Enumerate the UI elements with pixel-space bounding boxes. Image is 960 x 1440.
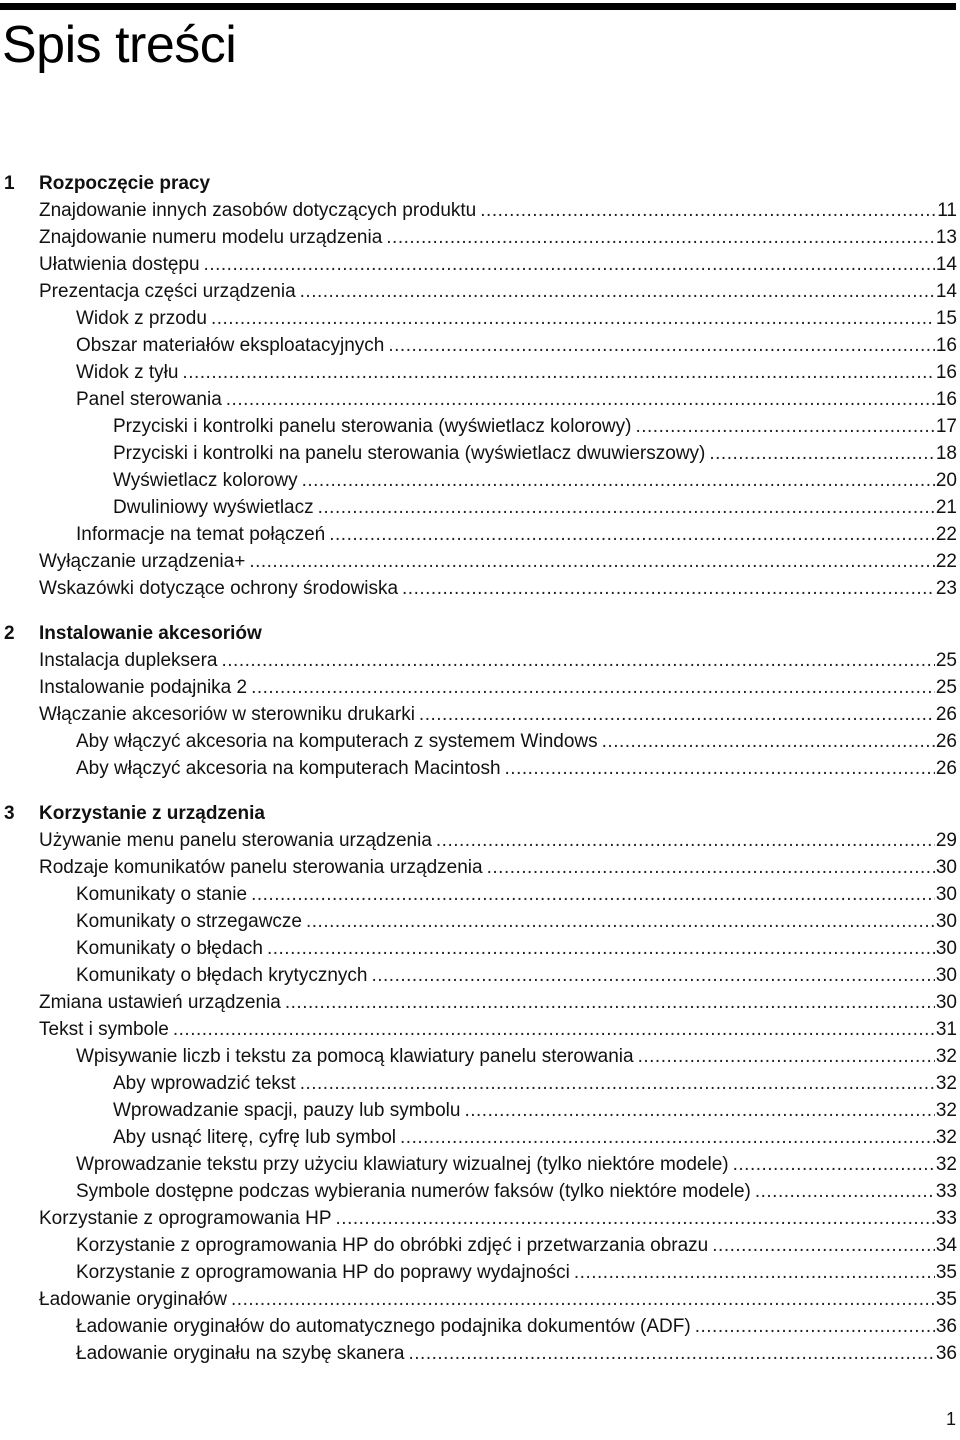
toc-entry[interactable] <box>0 521 960 548</box>
toc-entry-page: 25 <box>935 677 957 698</box>
dot-leader <box>302 467 935 494</box>
toc-entry-label: Widok z przodu <box>76 308 207 329</box>
dot-leader <box>306 908 935 935</box>
dot-leader <box>709 440 934 467</box>
chapter-title: Korzystanie z urządzenia <box>39 803 265 824</box>
toc-entry-label: Symbole dostępne podczas wybierania numerów faksów (tylko niektóre modele) <box>76 1181 751 1202</box>
toc-entry-label: Tekst i symbole <box>39 1019 169 1040</box>
toc-entry[interactable] <box>0 701 960 728</box>
toc-entry-page: 30 <box>935 965 957 986</box>
toc-entry-label: Korzystanie z oprogramowania HP do obróbki zdjęć i przetwarzania obrazu <box>76 1235 709 1256</box>
toc-entry-label: Obszar materiałów eksploatacyjnych <box>76 335 385 356</box>
toc-entry-page: 22 <box>935 524 957 545</box>
toc-entry-page: 30 <box>935 884 957 905</box>
toc-entry-label: Komunikaty o błędach <box>76 938 263 959</box>
toc-entry[interactable] <box>0 1124 960 1151</box>
toc-entry-page: 16 <box>935 335 957 356</box>
dot-leader <box>251 674 935 701</box>
toc-entry-page: 14 <box>935 281 957 302</box>
toc-entry[interactable] <box>0 305 960 332</box>
toc-entry[interactable] <box>0 1070 960 1097</box>
toc-entry[interactable] <box>0 224 960 251</box>
toc-entry-label: Aby włączyć akcesoria na komputerach z systemem Windows <box>76 731 598 752</box>
dot-leader <box>329 521 935 548</box>
toc-entry-page: 33 <box>935 1208 957 1229</box>
toc-entry-page: 20 <box>935 470 957 491</box>
dot-leader <box>402 575 935 602</box>
toc-entry-label: Aby usnąć literę, cyfrę lub symbol <box>113 1127 397 1148</box>
dot-leader <box>464 1097 934 1124</box>
toc-entry-label: Wyłączanie urządzenia+ <box>39 551 246 572</box>
dot-leader <box>638 1043 935 1070</box>
chapter-number: 3 <box>4 803 15 824</box>
toc-entry-label: Ładowanie oryginałów do automatycznego podajnika dokumentów (ADF) <box>76 1316 691 1337</box>
toc-entry-label: Komunikaty o strzegawcze <box>76 911 302 932</box>
chapter-number: 1 <box>4 173 15 194</box>
toc-entry[interactable] <box>0 494 960 521</box>
toc-entry-label: Instalowanie podajnika 2 <box>39 677 248 698</box>
toc-entry-label: Komunikaty o stanie <box>76 884 248 905</box>
dot-leader <box>204 251 935 278</box>
dot-leader <box>419 701 935 728</box>
dot-leader <box>695 1313 935 1340</box>
toc-entry[interactable] <box>0 332 960 359</box>
toc-entry-label: Widok z tyłu <box>76 362 179 383</box>
table-of-contents <box>0 170 960 1385</box>
toc-entry-page: 35 <box>935 1289 957 1310</box>
toc-entry[interactable] <box>0 1340 960 1367</box>
dot-leader <box>436 827 935 854</box>
dot-leader <box>574 1259 935 1286</box>
toc-entry-page: 21 <box>935 497 957 518</box>
toc-entry-label: Przyciski i kontrolki panelu sterowania (wyświetlacz kolorowy) <box>113 416 632 437</box>
toc-entry-page: 22 <box>935 551 957 572</box>
toc-entry-page: 25 <box>935 650 957 671</box>
toc-entry[interactable] <box>0 962 960 989</box>
toc-entry[interactable] <box>0 278 960 305</box>
toc-entry-page: 16 <box>935 389 957 410</box>
dot-leader <box>755 1178 935 1205</box>
toc-entry[interactable] <box>0 386 960 413</box>
chapter-heading[interactable] <box>0 170 960 197</box>
toc-entry-page: 14 <box>935 254 957 275</box>
dot-leader <box>226 386 935 413</box>
toc-entry-label: Korzystanie z oprogramowania HP <box>39 1208 332 1229</box>
toc-entry-label: Wprowadzanie tekstu przy użyciu klawiatury wizualnej (tylko niektóre modele) <box>76 1154 729 1175</box>
toc-entry-page: 26 <box>935 704 957 725</box>
toc-entry-page: 31 <box>935 1019 957 1040</box>
dot-leader <box>386 224 935 251</box>
toc-entry-page: 18 <box>935 443 957 464</box>
dot-leader <box>300 1070 935 1097</box>
toc-entry-page: 13 <box>935 227 957 248</box>
toc-entry-label: Znajdowanie innych zasobów dotyczących produktu <box>39 200 477 221</box>
dot-leader <box>173 1016 935 1043</box>
toc-entry-label: Rodzaje komunikatów panelu sterowania urządzenia <box>39 857 483 878</box>
toc-entry-page: 16 <box>935 362 957 383</box>
toc-entry-page: 32 <box>935 1154 957 1175</box>
toc-entry[interactable] <box>0 854 960 881</box>
dot-leader <box>733 1151 935 1178</box>
toc-entry[interactable] <box>0 1178 960 1205</box>
toc-entry[interactable] <box>0 1232 960 1259</box>
toc-entry[interactable] <box>0 1205 960 1232</box>
dot-leader <box>409 1340 935 1367</box>
dot-leader <box>371 962 934 989</box>
toc-entry-label: Wprowadzanie spacji, pauzy lub symbolu <box>113 1100 461 1121</box>
toc-entry-label: Ładowanie oryginału na szybę skanera <box>76 1343 405 1364</box>
toc-entry[interactable] <box>0 1043 960 1070</box>
toc-entry-label: Przyciski i kontrolki na panelu sterowania (wyświetlacz dwuwierszowy) <box>113 443 706 464</box>
toc-entry[interactable] <box>0 413 960 440</box>
toc-entry-page: 15 <box>935 308 957 329</box>
toc-entry-page: 30 <box>935 992 957 1013</box>
toc-entry-label: Znajdowanie numeru modelu urządzenia <box>39 227 383 248</box>
toc-entry[interactable] <box>0 1286 960 1313</box>
page-number: 1 <box>945 1409 956 1429</box>
toc-entry-page: 30 <box>935 857 957 878</box>
dot-leader <box>231 1286 935 1313</box>
toc-entry[interactable] <box>0 1313 960 1340</box>
toc-entry-page: 33 <box>935 1181 957 1202</box>
toc-entry-label: Wskazówki dotyczące ochrony środowiska <box>39 578 399 599</box>
toc-entry-label: Wpisywanie liczb i tekstu za pomocą klawiatury panelu sterowania <box>76 1046 634 1067</box>
chapter-title: Rozpoczęcie pracy <box>39 173 211 194</box>
dot-leader <box>505 755 935 782</box>
toc-entry[interactable] <box>0 440 960 467</box>
toc-entry-page: 32 <box>935 1127 957 1148</box>
chapter-number: 2 <box>4 623 15 644</box>
chapter-heading[interactable] <box>0 800 960 827</box>
dot-leader <box>211 305 935 332</box>
toc-entry-page: 26 <box>935 731 957 752</box>
toc-entry-label: Instalacja dupleksera <box>39 650 218 671</box>
toc-entry-label: Panel sterowania <box>76 389 222 410</box>
toc-entry[interactable] <box>0 251 960 278</box>
toc-entry[interactable] <box>0 1259 960 1286</box>
toc-entry[interactable] <box>0 827 960 854</box>
dot-leader <box>267 935 935 962</box>
toc-entry-page: 26 <box>935 758 957 779</box>
toc-entry[interactable] <box>0 908 960 935</box>
dot-leader <box>182 359 934 386</box>
dot-leader <box>285 989 935 1016</box>
dot-leader <box>336 1205 935 1232</box>
dot-leader <box>222 647 935 674</box>
toc-chapter <box>0 620 960 782</box>
toc-entry-label: Prezentacja części urządzenia <box>39 281 296 302</box>
dot-leader <box>712 1232 935 1259</box>
toc-entry-page: 36 <box>935 1343 957 1364</box>
toc-entry-page: 11 <box>937 200 957 221</box>
dot-leader <box>318 494 935 521</box>
toc-entry-page: 32 <box>935 1100 957 1121</box>
dot-leader <box>249 548 935 575</box>
toc-entry[interactable] <box>0 935 960 962</box>
toc-entry-page: 23 <box>935 578 957 599</box>
toc-entry-label: Ułatwienia dostępu <box>39 254 200 275</box>
toc-entry-page: 29 <box>935 830 957 851</box>
toc-entry[interactable] <box>0 548 960 575</box>
toc-chapter <box>0 170 960 602</box>
page-title: Spis treści <box>2 16 237 74</box>
toc-entry-label: Informacje na temat połączeń <box>76 524 326 545</box>
toc-entry[interactable] <box>0 728 960 755</box>
toc-entry-page: 36 <box>935 1316 957 1337</box>
toc-entry-label: Ładowanie oryginałów <box>39 1289 228 1310</box>
dot-leader <box>251 881 935 908</box>
toc-entry-label: Zmiana ustawień urządzenia <box>39 992 281 1013</box>
toc-entry-label: Używanie menu panelu sterowania urządzenia <box>39 830 432 851</box>
toc-entry-label: Aby włączyć akcesoria na komputerach Macintosh <box>76 758 501 779</box>
toc-entry-label: Aby wprowadzić tekst <box>113 1073 296 1094</box>
toc-entry[interactable] <box>0 989 960 1016</box>
toc-entry[interactable] <box>0 467 960 494</box>
toc-entry-page: 30 <box>935 911 957 932</box>
toc-entry[interactable] <box>0 197 960 224</box>
toc-entry[interactable] <box>0 1097 960 1124</box>
toc-entry[interactable] <box>0 881 960 908</box>
toc-entry[interactable] <box>0 575 960 602</box>
toc-entry-label: Komunikaty o błędach krytycznych <box>76 965 368 986</box>
toc-entry-page: 32 <box>935 1046 957 1067</box>
toc-chapter <box>0 800 960 1367</box>
dot-leader <box>480 197 936 224</box>
toc-entry[interactable] <box>0 647 960 674</box>
toc-entry[interactable] <box>0 359 960 386</box>
toc-entry-page: 30 <box>935 938 957 959</box>
toc-entry-page: 32 <box>935 1073 957 1094</box>
toc-entry-label: Korzystanie z oprogramowania HP do poprawy wydajności <box>76 1262 570 1283</box>
toc-entry-page: 35 <box>935 1262 957 1283</box>
toc-entry-page: 34 <box>935 1235 957 1256</box>
toc-entry[interactable] <box>0 755 960 782</box>
dot-leader <box>602 728 935 755</box>
chapter-title: Instalowanie akcesoriów <box>39 623 262 644</box>
toc-entry[interactable] <box>0 674 960 701</box>
dot-leader <box>635 413 934 440</box>
dot-leader <box>300 278 935 305</box>
dot-leader <box>487 854 935 881</box>
toc-entry[interactable] <box>0 1016 960 1043</box>
toc-entry-label: Wyświetlacz kolorowy <box>113 470 298 491</box>
toc-entry[interactable] <box>0 1151 960 1178</box>
toc-entry-page: 17 <box>935 416 957 437</box>
toc-entry-label: Włączanie akcesoriów w sterowniku drukarki <box>39 704 415 725</box>
dot-leader <box>400 1124 935 1151</box>
header-rule <box>0 3 956 10</box>
dot-leader <box>388 332 935 359</box>
toc-entry-label: Dwuliniowy wyświetlacz <box>113 497 314 518</box>
chapter-heading[interactable] <box>0 620 960 647</box>
